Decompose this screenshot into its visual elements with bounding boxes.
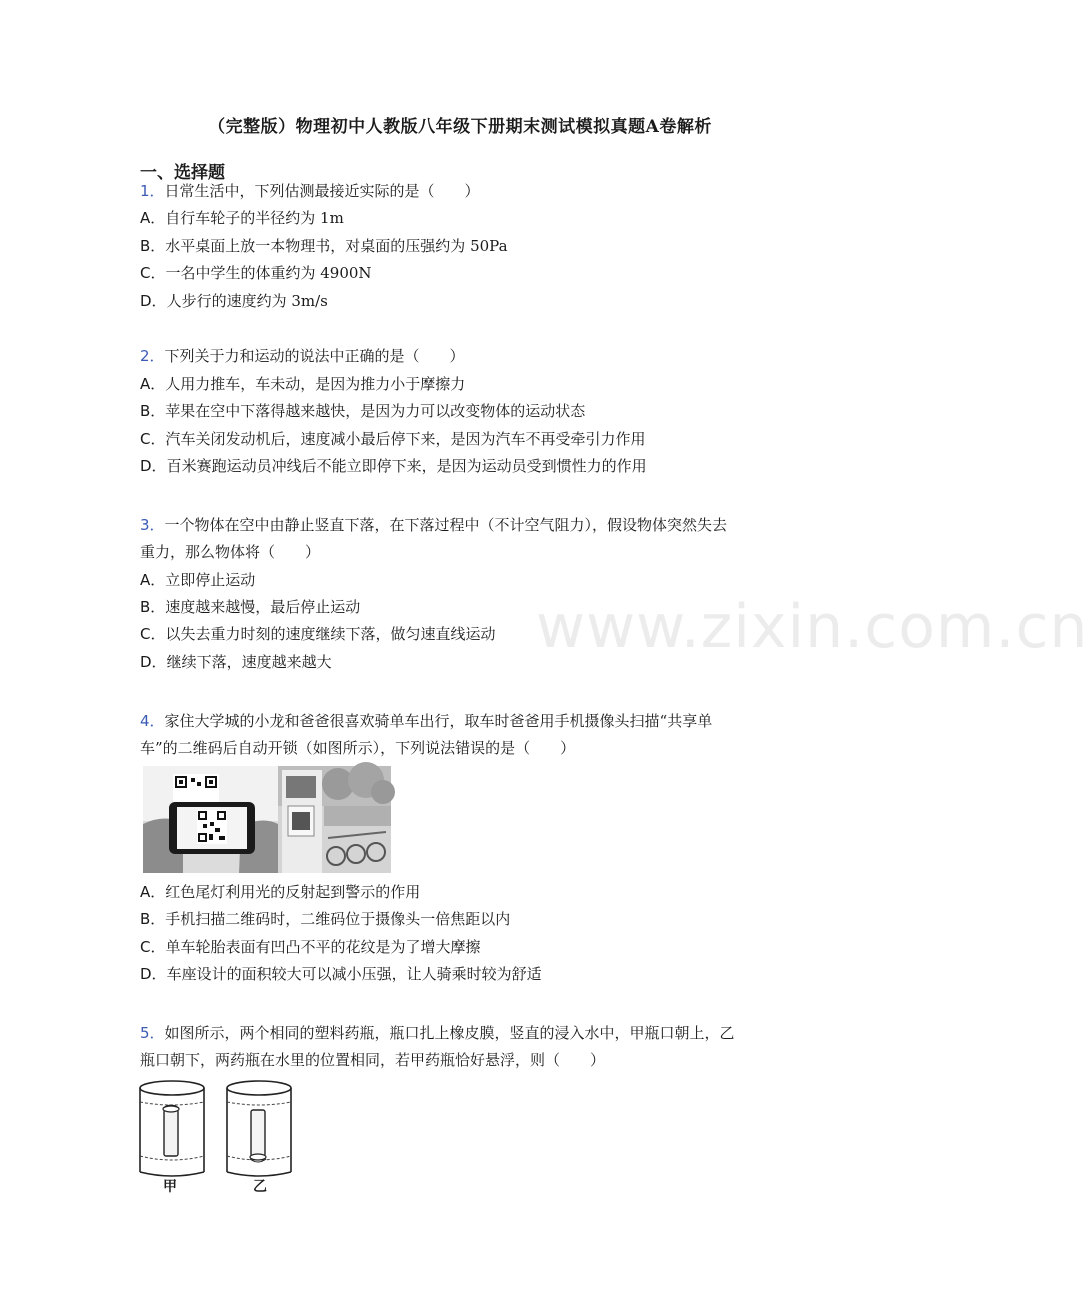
question-3-stem xyxy=(140,515,727,535)
question-1-option-a xyxy=(140,208,344,228)
option-label: C． xyxy=(140,625,166,643)
option-label: D． xyxy=(140,292,167,310)
question-number: 4． xyxy=(140,712,165,730)
question-2-option-a xyxy=(140,374,465,394)
question-3-option-d xyxy=(140,652,332,672)
option-label: D． xyxy=(140,965,167,983)
question-2-stem xyxy=(140,346,465,366)
bike-station-photo xyxy=(278,766,391,873)
question-5-stem xyxy=(140,1023,735,1043)
question-text: 一个物体在空中由静止竖直下落，在下落过程中（不计空气阻力），假设物体突然失去 xyxy=(164,516,728,534)
bike-station-illustration xyxy=(278,766,391,873)
question-5-stem-cont xyxy=(140,1050,605,1070)
option-label: A． xyxy=(140,571,166,589)
option-label: C． xyxy=(140,264,166,282)
beaker-right xyxy=(227,1081,291,1176)
option-text: 自行车轮子的半径约为 1m xyxy=(165,209,344,227)
question-4-stem-cont xyxy=(140,738,575,758)
section-heading: 一、选择题 xyxy=(140,163,225,183)
question-number: 1． xyxy=(140,182,165,200)
question-1-option-c xyxy=(140,263,372,283)
option-text: 一名中学生的体重约为 4900N xyxy=(165,264,372,282)
option-text: 以失去重力时刻的速度继续下落，做匀速直线运动 xyxy=(165,625,496,643)
figure-label-jia: 甲 xyxy=(163,1179,177,1195)
option-text: 速度越来越慢，最后停止运动 xyxy=(165,598,361,616)
question-4-option-c xyxy=(140,937,481,957)
beaker-figure xyxy=(136,1076,306,1178)
watermark-text: www.zixin.com.cn xyxy=(536,592,1088,662)
question-1-stem xyxy=(140,181,480,201)
document-title: （完整版）物理初中人教版八年级下册期末测试模拟真题A卷解析 xyxy=(208,117,712,137)
figure-label-yi: 乙 xyxy=(253,1179,267,1195)
option-text: 苹果在空中下落得越来越快，是因为力可以改变物体的运动状态 xyxy=(165,402,586,420)
option-label: D． xyxy=(140,653,167,671)
option-label: A． xyxy=(140,375,166,393)
option-text: 车座设计的面积较大可以减小压强，让人骑乘时较为舒适 xyxy=(166,965,542,983)
question-4-stem xyxy=(140,711,712,731)
question-3-stem-cont xyxy=(140,542,320,562)
option-label: A． xyxy=(140,883,166,901)
option-label: B． xyxy=(140,910,166,928)
option-text: 水平桌面上放一本物理书，对桌面的压强约为 50Pa xyxy=(165,237,508,255)
question-2-option-c xyxy=(140,429,646,449)
option-text: 红色尾灯利用光的反射起到警示的作用 xyxy=(165,883,421,901)
question-text: 家住大学城的小龙和爸爸很喜欢骑单车出行，取车时爸爸用手机摄像头扫描“共享单 xyxy=(164,712,713,730)
option-label: B． xyxy=(140,237,166,255)
question-text: 下列关于力和运动的说法中正确的是（ ） xyxy=(164,347,465,365)
option-text: 立即停止运动 xyxy=(165,571,256,589)
phone-scan-photo xyxy=(143,766,278,873)
option-label: B． xyxy=(140,402,166,420)
option-text: 手机扫描二维码时，二维码位于摄像头一倍焦距以内 xyxy=(165,910,511,928)
question-3-option-b xyxy=(140,597,360,617)
question-number: 5． xyxy=(140,1024,165,1042)
question-text: 瓶口朝下，两药瓶在水里的位置相同，若甲药瓶恰好悬浮，则（ ） xyxy=(140,1051,606,1069)
option-text: 百米赛跑运动员冲线后不能立即停下来，是因为运动员受到惯性力的作用 xyxy=(166,457,647,475)
option-label: D． xyxy=(140,457,167,475)
option-text: 人用力推车，车未动，是因为推力小于摩擦力 xyxy=(165,375,466,393)
question-4-option-b xyxy=(140,909,510,929)
question-text: 重力，那么物体将（ ） xyxy=(140,543,321,561)
option-text: 继续下落，速度越来越大 xyxy=(166,653,332,671)
question-4-option-d xyxy=(140,964,542,984)
question-1-option-b xyxy=(140,236,508,256)
question-number: 2． xyxy=(140,347,165,365)
option-text: 汽车关闭发动机后，速度减小最后停下来，是因为汽车不再受牵引力作用 xyxy=(165,430,646,448)
question-text: 车”的二维码后自动开锁（如图所示），下列说法错误的是（ ） xyxy=(140,739,576,757)
question-2-option-b xyxy=(140,401,585,421)
phone-scan-illustration xyxy=(143,766,278,873)
question-2-option-d xyxy=(140,456,647,476)
option-label: C． xyxy=(140,430,166,448)
option-label: A． xyxy=(140,209,166,227)
question-3-option-a xyxy=(140,570,255,590)
question-4-option-a xyxy=(140,882,420,902)
option-text: 人步行的速度约为 3m/s xyxy=(166,292,328,310)
question-3-option-c xyxy=(140,624,496,644)
question-number: 3． xyxy=(140,516,165,534)
question-1-option-d xyxy=(140,291,328,311)
option-text: 单车轮胎表面有凹凸不平的花纹是为了增大摩擦 xyxy=(165,938,481,956)
option-label: B． xyxy=(140,598,166,616)
question-text: 如图所示，两个相同的塑料药瓶，瓶口扎上橡皮膜，竖直的浸入水中，甲瓶口朝上，乙 xyxy=(164,1024,735,1042)
question-text: 日常生活中，下列估测最接近实际的是（ ） xyxy=(164,182,480,200)
option-label: C． xyxy=(140,938,166,956)
beaker-left xyxy=(140,1081,204,1176)
